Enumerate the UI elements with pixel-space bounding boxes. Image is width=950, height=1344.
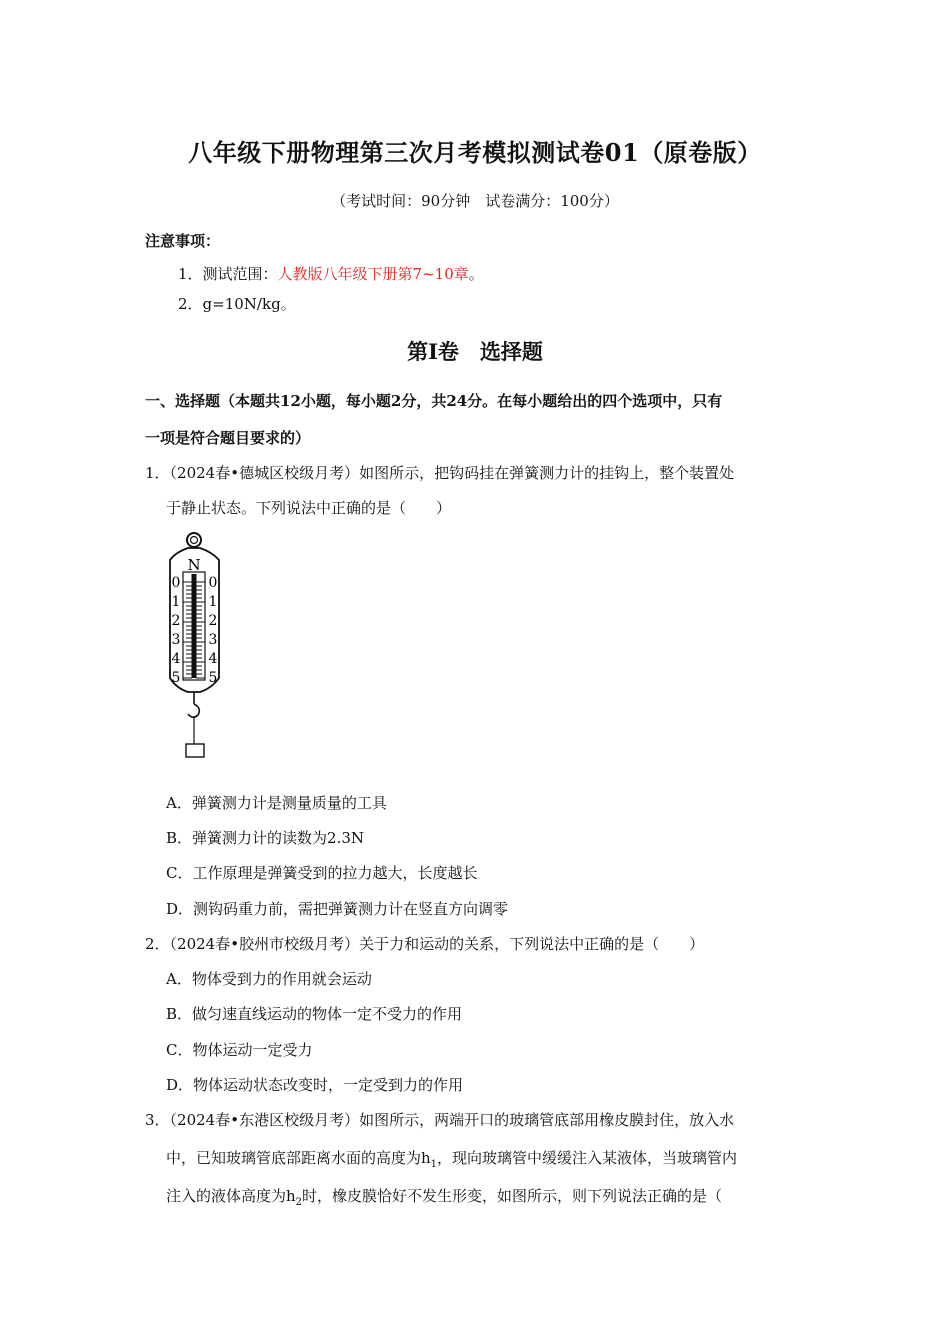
left-label-2: 2 xyxy=(171,613,181,629)
section-title: 第Ⅰ卷 选择题 xyxy=(407,339,543,364)
ring-inner-shape xyxy=(191,537,198,544)
left-label-3: 3 xyxy=(171,632,181,648)
question-1-option-a: A．弹簧测力计是测量质量的工具 xyxy=(166,794,387,812)
left-label-5: 5 xyxy=(171,670,181,686)
document-title: 八年级下册物理第三次月考模拟测试卷01（原卷版） xyxy=(188,138,762,167)
note-item-2: 2．g=10N/kg。 xyxy=(178,295,296,313)
note-1-suffix: 。 xyxy=(468,265,484,283)
question-1-option-d: D．测钩码重力前，需把弹簧测力计在竖直方向调零 xyxy=(166,900,509,918)
right-label-1: 1 xyxy=(208,594,218,610)
spring-scale-figure xyxy=(162,528,232,764)
note-1-prefix: 1．测试范围： xyxy=(178,265,278,283)
q3-h1-subscript: 1 xyxy=(430,1159,438,1170)
notes-heading: 注意事项： xyxy=(145,232,221,250)
part-instructions-line-2: 一项是符合题目要求的） xyxy=(145,429,311,447)
question-2-option-b: B．做匀速直线运动的物体一定不受力的作用 xyxy=(166,1005,463,1023)
right-label-0: 0 xyxy=(208,575,218,591)
q3-line3-text-a: 注入的液体高度为h xyxy=(166,1187,296,1205)
ring-shape xyxy=(187,533,201,547)
q3-line3-text-b: 时，橡皮膜恰好不发生形变，如图所示，则下列说法正确的是（ xyxy=(302,1187,723,1205)
right-label-3: 3 xyxy=(208,632,218,648)
part-instructions-line-1: 一、选择题（本题共12小题，每小题2分，共24分。在每小题给出的四个选项中，只有 xyxy=(145,392,723,410)
question-2-option-d: D．物体运动状态改变时，一定受到力的作用 xyxy=(166,1076,464,1094)
note-item-1 xyxy=(178,263,484,284)
left-label-4: 4 xyxy=(171,651,181,667)
question-2-stem: 2．（2024春•胶州市校级月考）关于力和运动的关系，下列说法中正确的是（ ） xyxy=(145,935,705,953)
question-1-option-b: B．弹簧测力计的读数为2.3N xyxy=(166,829,365,847)
question-2-option-c: C．物体运动一定受力 xyxy=(166,1041,313,1059)
question-2-option-a: A．物体受到力的作用就会运动 xyxy=(166,970,372,988)
q3-line2-text-a: 中，已知玻璃管底部距离水面的高度为h xyxy=(166,1149,431,1167)
note-1-scope: 人教版八年级下册第7~10章 xyxy=(277,265,469,283)
question-1-option-c: C．工作原理是弹簧受到的拉力越大，长度越长 xyxy=(166,864,478,882)
left-label-1: 1 xyxy=(171,594,181,610)
question-3-stem-line-2 xyxy=(166,1147,737,1170)
question-3-stem-line-3 xyxy=(166,1185,722,1208)
question-3-stem: 3．（2024春•东港区校级月考）如图所示，两端开口的玻璃管底部用橡皮膜封住，放入水 xyxy=(145,1111,735,1129)
weight-shape xyxy=(186,744,204,757)
question-1-stem: 1．（2024春•德城区校级月考）如图所示，把钩码挂在弹簧测力计的挂钩上，整个装置处 xyxy=(145,464,735,482)
question-1-stem-cont: 于静止状态。下列说法中正确的是（ ） xyxy=(166,499,452,517)
q3-h2-subscript: 2 xyxy=(295,1197,303,1208)
scale-unit-label: N xyxy=(187,556,201,574)
indicator-rod-shape xyxy=(192,574,197,678)
right-label-2: 2 xyxy=(208,613,218,629)
right-label-4: 4 xyxy=(208,651,218,667)
q3-line2-text-b: ，现向玻璃管中缓缓注入某液体，当玻璃管内 xyxy=(437,1149,738,1167)
exam-info: （考试时间：90分钟 试卷满分：100分） xyxy=(331,192,619,210)
hook-shape xyxy=(188,704,199,717)
left-label-0: 0 xyxy=(171,575,181,591)
right-label-5: 5 xyxy=(208,670,218,686)
